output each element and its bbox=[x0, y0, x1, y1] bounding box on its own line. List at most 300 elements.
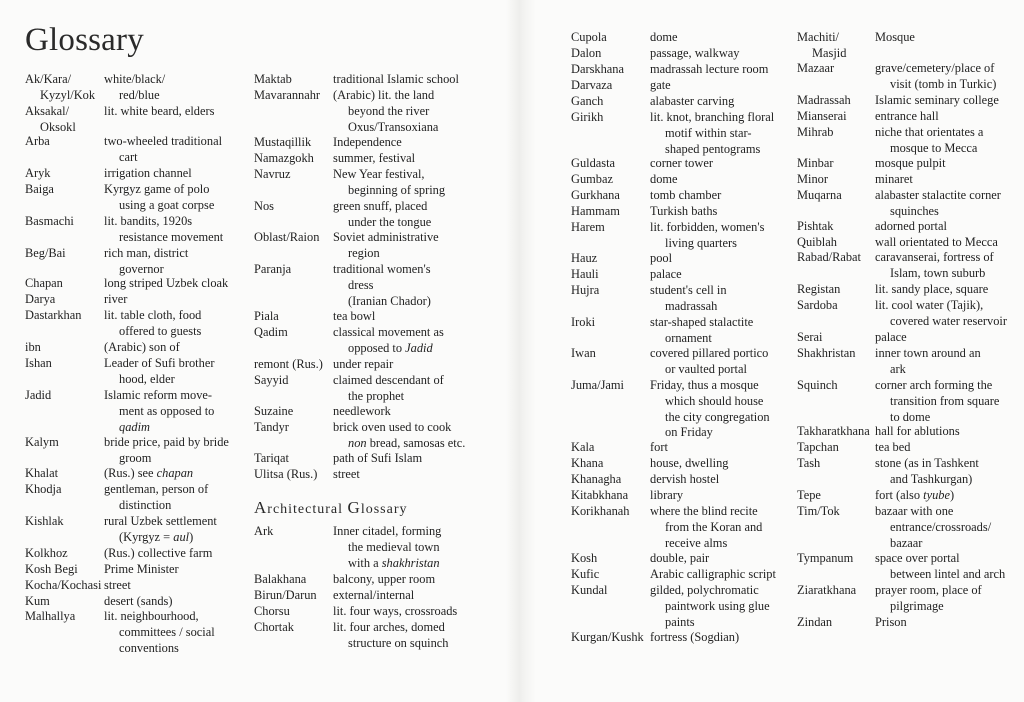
glossary-term-line: Ark bbox=[254, 524, 274, 538]
glossary-term-line: Oblast/Raion bbox=[254, 230, 320, 244]
glossary-definition-line: opposed to Jadid bbox=[348, 340, 433, 355]
glossary-definition bbox=[875, 488, 954, 504]
glossary-term bbox=[254, 167, 290, 183]
glossary-definition bbox=[650, 251, 672, 267]
glossary-definition bbox=[650, 488, 683, 504]
glossary-term-line: Squinch bbox=[797, 378, 838, 392]
glossary-definition bbox=[650, 46, 739, 62]
glossary-definition bbox=[333, 420, 465, 452]
glossary-term-line: Kala bbox=[571, 440, 595, 454]
glossary-term-line: Ishan bbox=[25, 356, 52, 370]
glossary-term-line: Suzaine bbox=[254, 404, 294, 418]
glossary-definition bbox=[875, 298, 1007, 330]
glossary-definition bbox=[875, 330, 907, 346]
glossary-definition bbox=[875, 172, 913, 188]
glossary-term bbox=[571, 472, 621, 488]
glossary-term bbox=[797, 93, 851, 109]
glossary-term bbox=[254, 325, 288, 341]
glossary-term bbox=[797, 188, 842, 204]
glossary-definition-line: region bbox=[348, 245, 380, 260]
glossary-term bbox=[254, 151, 314, 167]
glossary-definition bbox=[875, 156, 946, 172]
glossary-definition-line: fortress (Sogdian) bbox=[650, 630, 740, 644]
glossary-definition bbox=[650, 110, 774, 157]
glossary-definition bbox=[650, 504, 762, 551]
glossary-term bbox=[254, 88, 320, 104]
glossary-definition-line: mosque pulpit bbox=[875, 156, 946, 170]
glossary-term bbox=[797, 61, 834, 77]
glossary-definition-line: paintwork using glue bbox=[665, 598, 770, 613]
glossary-term bbox=[797, 330, 822, 346]
glossary-definition bbox=[104, 562, 179, 578]
glossary-definition-line: two-wheeled traditional bbox=[104, 134, 223, 148]
glossary-term-line: Navruz bbox=[254, 167, 291, 181]
glossary-definition bbox=[104, 466, 193, 482]
glossary-term bbox=[571, 315, 595, 331]
glossary-definition bbox=[333, 199, 431, 231]
glossary-definition-line: madrassah lecture room bbox=[650, 62, 769, 76]
glossary-definition bbox=[650, 267, 682, 283]
glossary-definition-line: ment as opposed to bbox=[119, 403, 215, 418]
glossary-definition-line: dress bbox=[348, 277, 374, 292]
glossary-definition bbox=[333, 88, 438, 135]
glossary-definition-line: traditional Islamic school bbox=[333, 72, 459, 86]
glossary-definition bbox=[104, 609, 215, 656]
glossary-term bbox=[25, 340, 41, 356]
glossary-term-line: Ak/Kara/ bbox=[25, 72, 72, 86]
glossary-definition-line: Independence bbox=[333, 135, 402, 149]
glossary-term-line: Namazgokh bbox=[254, 151, 314, 165]
glossary-term bbox=[571, 456, 603, 472]
glossary-term bbox=[797, 282, 840, 298]
glossary-definition-line: minaret bbox=[875, 172, 913, 186]
glossary-definition bbox=[650, 156, 713, 172]
glossary-term-line: Tash bbox=[797, 456, 821, 470]
glossary-definition-line: corner arch forming the bbox=[875, 378, 993, 392]
glossary-definition-line: lit. forbidden, women's bbox=[650, 220, 765, 234]
glossary-definition bbox=[333, 451, 422, 467]
glossary-definition bbox=[333, 325, 444, 357]
glossary-definition bbox=[875, 551, 1005, 583]
glossary-term-line: Sardoba bbox=[797, 298, 838, 312]
glossary-term bbox=[254, 404, 293, 420]
glossary-term-line: Takharatkhana bbox=[797, 424, 870, 438]
glossary-term bbox=[25, 482, 61, 498]
glossary-definition-line: Arabic calligraphic script bbox=[650, 567, 776, 581]
glossary-term-line: Muqarna bbox=[797, 188, 842, 202]
glossary-term bbox=[25, 594, 50, 610]
glossary-term-line: Chorsu bbox=[254, 604, 290, 618]
glossary-definition-line: street bbox=[333, 467, 360, 481]
glossary-term-line: Tympanum bbox=[797, 551, 854, 565]
glossary-term bbox=[25, 388, 51, 404]
glossary-definition-line: alabaster stalactite corner bbox=[875, 188, 1001, 202]
glossary-term bbox=[25, 104, 76, 136]
glossary-term bbox=[571, 110, 603, 126]
glossary-term bbox=[571, 488, 628, 504]
glossary-definition-line: green snuff, placed bbox=[333, 199, 428, 213]
glossary-definition-line: where the blind recite bbox=[650, 504, 758, 518]
glossary-term-line: Ziaratkhana bbox=[797, 583, 857, 597]
glossary-term bbox=[571, 283, 599, 299]
glossary-term-line: Gumbaz bbox=[571, 172, 613, 186]
glossary-definition-line: library bbox=[650, 488, 684, 502]
glossary-term bbox=[254, 620, 294, 636]
glossary-term bbox=[25, 562, 78, 578]
glossary-term-line: Girikh bbox=[571, 110, 604, 124]
glossary-term bbox=[571, 172, 613, 188]
glossary-definition-line: rich man, district bbox=[104, 246, 189, 260]
glossary-definition-line: bazaar with one bbox=[875, 504, 954, 518]
glossary-definition-line: transition from square bbox=[890, 393, 1000, 408]
glossary-definition bbox=[333, 167, 445, 199]
glossary-term-line: Khalat bbox=[25, 466, 59, 480]
glossary-definition-line: Friday, thus a mosque bbox=[650, 378, 759, 392]
glossary-term-line: Cupola bbox=[571, 30, 607, 44]
glossary-definition-line: madrassah bbox=[665, 298, 718, 313]
glossary-definition-line: Soviet administrative bbox=[333, 230, 439, 244]
glossary-term-line: Guldasta bbox=[571, 156, 616, 170]
glossary-definition-line: distinction bbox=[119, 497, 172, 512]
glossary-definition bbox=[104, 388, 214, 435]
glossary-term-line: Hauli bbox=[571, 267, 599, 281]
glossary-definition-line: prayer room, place of bbox=[875, 583, 982, 597]
glossary-term bbox=[571, 220, 605, 236]
glossary-term bbox=[25, 182, 54, 198]
glossary-term-line: Kosh Begi bbox=[25, 562, 78, 576]
glossary-definition-line: pilgrimage bbox=[890, 598, 944, 613]
glossary-term-line: Oksokl bbox=[40, 119, 76, 134]
glossary-definition-line: white/black/ bbox=[104, 72, 166, 86]
glossary-definition-line: Turkish baths bbox=[650, 204, 718, 218]
glossary-term-line: Mianserai bbox=[797, 109, 847, 123]
glossary-term bbox=[571, 267, 599, 283]
glossary-definition bbox=[650, 630, 739, 646]
glossary-definition-line: summer, festival bbox=[333, 151, 416, 165]
glossary-definition bbox=[104, 104, 214, 120]
glossary-definition-line: resistance movement bbox=[119, 229, 224, 244]
section-heading-initial-2: G bbox=[347, 498, 361, 517]
glossary-definition bbox=[650, 78, 671, 94]
glossary-term bbox=[25, 435, 59, 451]
glossary-definition-line: Mosque bbox=[875, 30, 915, 44]
glossary-definition-line: between lintel and arch bbox=[890, 566, 1006, 581]
glossary-term-line: Khana bbox=[571, 456, 604, 470]
glossary-term-line: Kolkhoz bbox=[25, 546, 68, 560]
glossary-definition-line: Oxus/Transoxiana bbox=[348, 119, 439, 134]
glossary-definition bbox=[333, 151, 415, 167]
glossary-term-line: Harem bbox=[571, 220, 605, 234]
glossary-definition-line: to dome bbox=[890, 409, 931, 424]
glossary-term-line: Ulitsa (Rus.) bbox=[254, 467, 318, 481]
glossary-term bbox=[25, 514, 64, 530]
glossary-definition-line: Islamic reform move- bbox=[104, 388, 213, 402]
glossary-definition-line: from the Koran and bbox=[665, 519, 763, 534]
glossary-term bbox=[571, 62, 624, 78]
glossary-term bbox=[25, 72, 95, 104]
glossary-definition bbox=[650, 94, 734, 110]
glossary-definition-line: the city congregation bbox=[665, 409, 770, 424]
book-gutter bbox=[506, 0, 536, 702]
glossary-definition-line: (Kyrgyz = aul) bbox=[119, 529, 194, 544]
glossary-definition-line: receive alms bbox=[665, 535, 728, 550]
glossary-term bbox=[571, 188, 620, 204]
glossary-term-line: Hauz bbox=[571, 251, 598, 265]
glossary-definition bbox=[650, 204, 717, 220]
glossary-term bbox=[797, 219, 834, 235]
glossary-definition bbox=[875, 440, 910, 456]
glossary-definition bbox=[104, 292, 127, 308]
glossary-definition-line: traditional women's bbox=[333, 262, 431, 276]
glossary-definition bbox=[104, 578, 131, 594]
glossary-definition-line: house, dwelling bbox=[650, 456, 729, 470]
glossary-term-line: Iroki bbox=[571, 315, 596, 329]
glossary-definition bbox=[875, 456, 979, 488]
glossary-term-line: Aksakal/ bbox=[25, 104, 70, 118]
glossary-definition-line: Prison bbox=[875, 615, 907, 629]
glossary-term-line: Khodja bbox=[25, 482, 62, 496]
glossary-definition-line: hood, elder bbox=[119, 371, 175, 386]
glossary-term-line: Ganch bbox=[571, 94, 604, 108]
glossary-term-line: Darskhana bbox=[571, 62, 624, 76]
glossary-definition bbox=[333, 604, 457, 620]
glossary-definition-line: niche that orientates a bbox=[875, 125, 984, 139]
glossary-definition-line: covered water reservoir bbox=[890, 313, 1007, 328]
glossary-term bbox=[571, 630, 644, 646]
section-heading-initial-1: A bbox=[254, 498, 268, 517]
glossary-definition-line: motif within star- bbox=[665, 125, 752, 140]
glossary-definition-line: qadim bbox=[119, 419, 150, 434]
glossary-definition-line: on Friday bbox=[665, 425, 713, 440]
glossary-term-line: Hujra bbox=[571, 283, 600, 297]
glossary-definition-line: wall orientated to Mecca bbox=[875, 235, 998, 249]
glossary-definition-line: and Tashkurgan) bbox=[890, 471, 973, 486]
glossary-definition-line: inner town around an bbox=[875, 346, 981, 360]
glossary-definition bbox=[875, 109, 939, 125]
glossary-definition-line: gate bbox=[650, 78, 671, 92]
glossary-term-line: Tapchan bbox=[797, 440, 839, 454]
glossary-term-line: Chapan bbox=[25, 276, 63, 290]
glossary-definition bbox=[650, 551, 709, 567]
glossary-definition bbox=[650, 567, 776, 583]
glossary-term bbox=[797, 156, 833, 172]
glossary-definition-line: lit. four ways, crossroads bbox=[333, 604, 458, 618]
glossary-definition-line: caravanserai, fortress of bbox=[875, 250, 994, 264]
glossary-term bbox=[571, 94, 603, 110]
glossary-definition bbox=[650, 172, 678, 188]
glossary-term-line: Dastarkhan bbox=[25, 308, 82, 322]
glossary-definition bbox=[650, 30, 678, 46]
glossary-definition-line: lit. white beard, elders bbox=[104, 104, 215, 118]
glossary-definition-line: tomb chamber bbox=[650, 188, 722, 202]
glossary-term bbox=[571, 378, 624, 394]
glossary-term-line: remont (Rus.) bbox=[254, 357, 323, 371]
glossary-term bbox=[797, 551, 853, 567]
glossary-definition-line: committees / social bbox=[119, 624, 215, 639]
glossary-term-line: ibn bbox=[25, 340, 41, 354]
glossary-term-line: Minbar bbox=[797, 156, 834, 170]
glossary-term-line: Basmachi bbox=[25, 214, 74, 228]
glossary-term bbox=[571, 78, 612, 94]
section-heading bbox=[254, 498, 407, 518]
glossary-term bbox=[797, 109, 847, 125]
glossary-term bbox=[571, 204, 620, 220]
glossary-term-line: Minor bbox=[797, 172, 828, 186]
glossary-definition bbox=[650, 62, 768, 78]
glossary-definition-line: conventions bbox=[119, 640, 179, 655]
glossary-term-line: Iwan bbox=[571, 346, 596, 360]
glossary-term bbox=[25, 578, 101, 594]
glossary-definition-line: (Arabic) son of bbox=[104, 340, 180, 354]
glossary-term-line: Gurkhana bbox=[571, 188, 620, 202]
glossary-definition bbox=[333, 588, 414, 604]
glossary-term bbox=[797, 235, 837, 251]
glossary-definition-line: hall for ablutions bbox=[875, 424, 960, 438]
glossary-term bbox=[797, 488, 821, 504]
glossary-definition bbox=[875, 282, 988, 298]
glossary-term bbox=[25, 356, 52, 372]
glossary-definition-line: groom bbox=[119, 450, 152, 465]
glossary-term bbox=[254, 357, 323, 373]
glossary-definition bbox=[875, 93, 999, 109]
glossary-term bbox=[571, 156, 615, 172]
glossary-term bbox=[25, 466, 58, 482]
glossary-term-line: Piala bbox=[254, 309, 279, 323]
glossary-definition bbox=[333, 135, 402, 151]
glossary-definition-line: (Arabic) lit. the land bbox=[333, 88, 435, 102]
glossary-definition-line: dome bbox=[650, 30, 678, 44]
glossary-term-line: Kishlak bbox=[25, 514, 64, 528]
glossary-term bbox=[797, 346, 856, 362]
glossary-definition-line: lit. table cloth, food bbox=[104, 308, 202, 322]
glossary-term-line: Balakhana bbox=[254, 572, 307, 586]
glossary-definition-line: long striped Uzbek cloak bbox=[104, 276, 229, 290]
glossary-term-line: Kosh bbox=[571, 551, 598, 565]
glossary-term-line: Kurgan/Kushk bbox=[571, 630, 644, 644]
glossary-term bbox=[25, 308, 81, 324]
glossary-term bbox=[571, 504, 630, 520]
glossary-term bbox=[797, 424, 870, 440]
glossary-definition bbox=[333, 467, 360, 483]
glossary-definition bbox=[875, 504, 991, 551]
glossary-definition-line: double, pair bbox=[650, 551, 710, 565]
glossary-term-line: Masjid bbox=[812, 45, 847, 60]
glossary-term bbox=[254, 451, 289, 467]
glossary-definition bbox=[333, 230, 439, 262]
glossary-definition bbox=[650, 283, 727, 315]
glossary-term bbox=[254, 262, 291, 278]
glossary-term bbox=[797, 504, 840, 520]
glossary-definition-line: space over portal bbox=[875, 551, 960, 565]
glossary-definition-line: gentleman, person of bbox=[104, 482, 209, 496]
glossary-term bbox=[25, 246, 66, 262]
section-heading-rest-1: rchitectural bbox=[267, 502, 348, 517]
glossary-definition-line: visit (tomb in Turkic) bbox=[890, 76, 997, 91]
glossary-definition-line: lit. neighbourhood, bbox=[104, 609, 199, 623]
glossary-term bbox=[797, 440, 839, 456]
section-heading-rest-2: lossary bbox=[360, 502, 408, 517]
glossary-term bbox=[797, 30, 846, 62]
glossary-definition-line: governor bbox=[119, 261, 164, 276]
glossary-definition-line: the prophet bbox=[348, 388, 405, 403]
glossary-definition-line: with a shakhristan bbox=[348, 555, 440, 570]
glossary-term-line: Kalym bbox=[25, 435, 59, 449]
glossary-definition-line: tea bowl bbox=[333, 309, 376, 323]
glossary-definition-line: tea bed bbox=[875, 440, 911, 454]
glossary-definition-line: balcony, upper room bbox=[333, 572, 436, 586]
glossary-definition bbox=[875, 235, 998, 251]
glossary-definition bbox=[333, 572, 435, 588]
glossary-definition-line: shaped pentograms bbox=[665, 141, 761, 156]
glossary-term-line: Shakhristan bbox=[797, 346, 856, 360]
glossary-term bbox=[571, 551, 597, 567]
glossary-definition bbox=[104, 482, 208, 514]
glossary-term bbox=[254, 524, 273, 540]
glossary-term-line: Juma/Jami bbox=[571, 378, 624, 392]
glossary-definition bbox=[650, 472, 719, 488]
glossary-term-line: Nos bbox=[254, 199, 274, 213]
glossary-definition-line: palace bbox=[875, 330, 907, 344]
glossary-definition-line: claimed descendant of bbox=[333, 373, 444, 387]
glossary-term-line: Dalon bbox=[571, 46, 602, 60]
glossary-definition-line: street bbox=[104, 578, 131, 592]
glossary-definition bbox=[875, 219, 947, 235]
glossary-definition bbox=[650, 456, 728, 472]
glossary-term bbox=[797, 250, 861, 266]
glossary-definition-line: squinches bbox=[890, 203, 939, 218]
glossary-term bbox=[254, 420, 289, 436]
glossary-definition-line: ark bbox=[890, 361, 906, 376]
glossary-definition bbox=[875, 125, 983, 157]
glossary-term-line: Serai bbox=[797, 330, 823, 344]
glossary-definition-line: lit. knot, branching floral bbox=[650, 110, 775, 124]
glossary-term bbox=[254, 135, 311, 151]
glossary-definition bbox=[104, 246, 188, 278]
glossary-definition-line: (Rus.) see chapan bbox=[104, 466, 194, 480]
glossary-definition bbox=[104, 134, 222, 166]
glossary-term-line: Korikhanah bbox=[571, 504, 630, 518]
glossary-definition bbox=[104, 182, 214, 214]
glossary-definition-line: entrance/crossroads/ bbox=[890, 519, 992, 534]
glossary-definition bbox=[875, 424, 960, 440]
glossary-term-line: Kyzyl/Kok bbox=[40, 87, 96, 102]
glossary-term bbox=[797, 298, 838, 314]
glossary-definition bbox=[104, 546, 212, 562]
glossary-term-line: Tepe bbox=[797, 488, 821, 502]
glossary-term-line: Tariqat bbox=[254, 451, 289, 465]
glossary-definition-line: brick oven used to cook bbox=[333, 420, 452, 434]
glossary-definition-line: dervish hostel bbox=[650, 472, 720, 486]
glossary-definition-line: pool bbox=[650, 251, 673, 265]
glossary-definition-line: rural Uzbek settlement bbox=[104, 514, 217, 528]
glossary-term-line: Birun/Darun bbox=[254, 588, 317, 602]
glossary-term-line: Tandyr bbox=[254, 420, 289, 434]
glossary-definition-line: non bread, samosas etc. bbox=[348, 435, 466, 450]
glossary-definition-line: beginning of spring bbox=[348, 182, 446, 197]
glossary-definition bbox=[650, 440, 668, 456]
glossary-term-line: Aryk bbox=[25, 166, 51, 180]
glossary-definition bbox=[104, 435, 229, 467]
glossary-definition bbox=[650, 346, 768, 378]
glossary-term-line: Tim/Tok bbox=[797, 504, 840, 518]
glossary-definition-line: Kyrgyz game of polo bbox=[104, 182, 210, 196]
glossary-term-line: Jadid bbox=[25, 388, 52, 402]
glossary-definition bbox=[333, 357, 393, 373]
glossary-definition bbox=[333, 309, 375, 325]
glossary-term bbox=[25, 609, 75, 625]
glossary-term bbox=[797, 583, 856, 599]
glossary-definition-line: classical movement as bbox=[333, 325, 444, 339]
